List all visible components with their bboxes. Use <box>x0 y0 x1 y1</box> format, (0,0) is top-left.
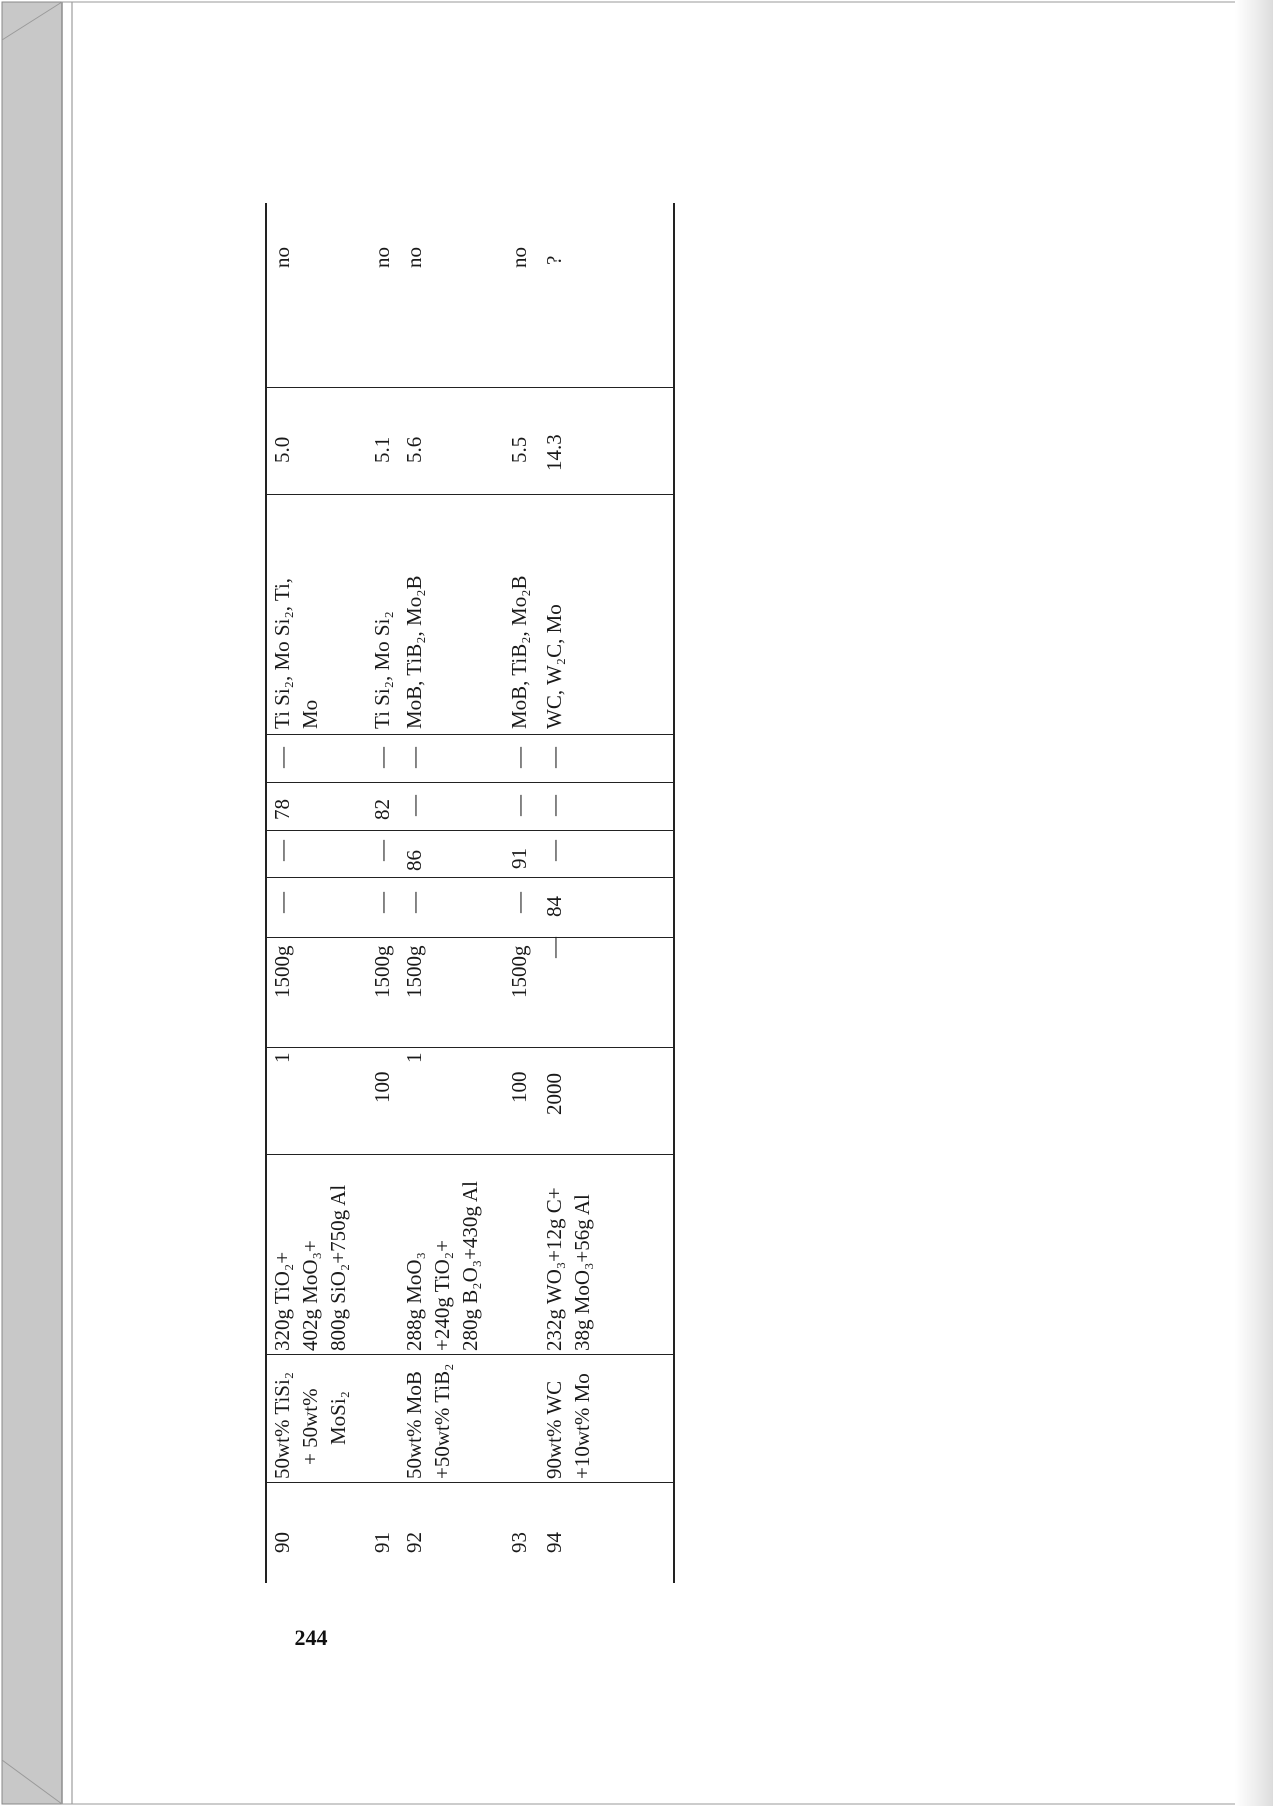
cell-reactants-92-1: +240g TiO₂+ <box>430 1240 454 1351</box>
cell-phases-90-1: Mo <box>298 699 322 729</box>
cell-c6-91: — <box>370 747 394 768</box>
cell-c5-94: — <box>542 795 566 816</box>
cell-c6-93: — <box>507 747 531 768</box>
cell-product-90-0: 50wt% TiSi₂ <box>270 1371 294 1479</box>
cell-flag-90: no <box>270 247 294 268</box>
cell-id-91: 91 <box>370 1532 394 1553</box>
cell-product-90-1: + 50wt% <box>298 1388 322 1465</box>
cell-value-92: 5.6 <box>402 436 426 463</box>
cell-flag-93: no <box>507 247 531 268</box>
cell-id-93: 93 <box>507 1532 531 1553</box>
cell-c5-92: — <box>402 795 426 816</box>
cell-c3-93: — <box>507 892 531 913</box>
cell-c1-94: 2000 <box>542 1073 566 1115</box>
cell-id-94: 94 <box>542 1532 566 1553</box>
cell-product-92-1: +50wt% TiB₂ <box>430 1363 454 1479</box>
cell-c4-90: — <box>270 840 294 861</box>
cell-value-91: 5.1 <box>370 436 394 463</box>
cell-c1-90: 1 <box>270 1052 294 1063</box>
cell-phases-94-0: WC, W₂C, Mo <box>542 604 566 729</box>
cell-c6-90: — <box>270 747 294 768</box>
cell-c6-92: — <box>402 747 426 768</box>
cell-c2-91: 1500g <box>370 945 394 998</box>
cell-reactants-90-1: 402g MoO₃+ <box>298 1240 322 1351</box>
cell-product-94-0: 90wt% WC <box>542 1380 566 1479</box>
cell-reactants-92-2: 280g B₂O₃+430g Al <box>458 1181 482 1351</box>
cell-phases-90-0: Ti Si₂, Mo Si₂, Ti, <box>270 577 294 729</box>
cell-value-94: 14.3 <box>542 434 566 471</box>
cell-c4-91: — <box>370 840 394 861</box>
cell-c5-93: — <box>507 795 531 816</box>
cell-id-90: 90 <box>270 1532 294 1553</box>
cell-c5-91: 82 <box>370 799 394 820</box>
cell-c4-94: — <box>542 840 566 861</box>
cell-c1-92: 1 <box>402 1052 426 1063</box>
cell-c2-92: 1500g <box>402 945 426 998</box>
cell-reactants-92-0: 288g MoO₃ <box>402 1252 426 1351</box>
cell-flag-94: ? <box>542 255 566 265</box>
cell-reactants-94-1: 38g MoO₃+56g Al <box>570 1194 594 1351</box>
cell-reactants-94-0: 232g WO₃+12g C+ <box>542 1187 566 1351</box>
cell-c2-90: 1500g <box>270 945 294 998</box>
cell-c3-91: — <box>370 892 394 913</box>
cell-c4-92: 86 <box>402 850 426 871</box>
cell-reactants-90-0: 320g TiO₂+ <box>270 1251 294 1351</box>
cell-c3-90: — <box>270 892 294 913</box>
cell-phases-91-0: Ti Si₂, Mo Si₂ <box>370 611 394 729</box>
cell-value-90: 5.0 <box>270 436 294 463</box>
cell-c1-91: 100 <box>370 1071 394 1103</box>
cell-product-92-0: 50wt% MoB <box>402 1371 426 1479</box>
rotated-table <box>261 203 681 1583</box>
cell-c2-93: 1500g <box>507 945 531 998</box>
cell-id-92: 92 <box>402 1532 426 1553</box>
cell-c3-92: — <box>402 892 426 913</box>
cell-product-94-1: +10wt% Mo <box>570 1373 594 1479</box>
cell-c4-93: 91 <box>507 848 531 869</box>
cell-c2-94: — <box>542 937 566 958</box>
table-top-rule <box>265 203 267 1583</box>
cell-reactants-90-2: 800g SiO₂+750g Al <box>326 1184 350 1351</box>
cell-phases-92-0: MoB, TiB₂, Mo₂B <box>402 575 426 729</box>
cell-c1-93: 100 <box>507 1071 531 1103</box>
cell-value-93: 5.5 <box>507 436 531 463</box>
cell-phases-93-0: MoB, TiB₂, Mo₂B <box>507 575 531 729</box>
cell-c5-90: 78 <box>270 799 294 820</box>
cell-c3-94: 84 <box>542 896 566 917</box>
cell-c6-94: — <box>542 747 566 768</box>
table-bottom-rule <box>673 203 675 1583</box>
page-number: 244 <box>294 1625 328 1650</box>
cell-flag-91: no <box>370 247 394 268</box>
cell-flag-92: no <box>402 247 426 268</box>
cell-product-90-2: MoSi₂ <box>326 1390 350 1445</box>
